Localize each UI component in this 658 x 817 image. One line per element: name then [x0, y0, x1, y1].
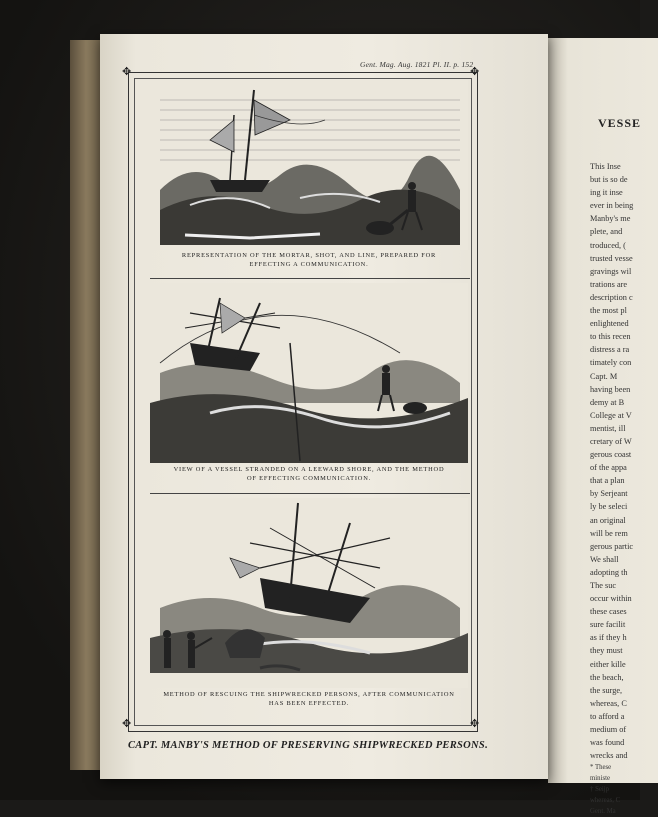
- facing-page-line: by Serjeant: [590, 489, 628, 499]
- corner-ornament-icon: ✥: [122, 66, 132, 78]
- plate-reference: Gent. Mag. Aug. 1821 Pl. II. p. 152: [360, 60, 474, 69]
- facing-page-line: ever in being: [590, 201, 634, 211]
- facing-page-line: of the appa: [590, 463, 627, 473]
- caption-line: OF EFFECTING COMMUNICATION.: [246, 474, 372, 482]
- facing-page-line: will be rem: [590, 528, 628, 538]
- facing-page-footnote: ministe: [590, 775, 611, 783]
- facing-page-line: the surge,: [590, 685, 623, 695]
- facing-page-line: Capt. M: [590, 371, 618, 381]
- facing-page-line: trations are: [590, 279, 628, 289]
- facing-page-footnote: Gent. Ma: [590, 808, 616, 816]
- facing-page-footnote: † Seijp: [590, 786, 610, 794]
- facing-page-line: ing it inse: [590, 188, 623, 198]
- facing-page-line: gravings wil: [590, 266, 632, 276]
- facing-page-line: as if they h: [590, 633, 627, 643]
- facing-page-line: but is so de: [590, 175, 628, 185]
- facing-page-line: mentist, ill: [590, 423, 626, 433]
- panel-divider: [150, 278, 470, 279]
- facing-page-line: We shall: [590, 554, 619, 564]
- facing-page-line: College at V: [590, 410, 632, 420]
- facing-page-line: gerous partic: [590, 541, 634, 551]
- caption-line: VIEW OF A VESSEL STRANDED ON A LEEWARD SHORE, AND THE METHOD: [173, 466, 445, 473]
- facing-page-line: to this recen: [590, 332, 631, 342]
- facing-page-line: plete, and: [590, 227, 623, 237]
- facing-page-line: Manby's me: [590, 214, 631, 224]
- facing-page-line: medium of: [590, 725, 627, 735]
- facing-page-footnote: whereas, C: [590, 797, 621, 805]
- facing-page-line: demy at B: [590, 397, 625, 407]
- caption-line: HAS BEEN EFFECTED.: [268, 699, 350, 707]
- facing-page-line: gerous coast: [590, 450, 632, 460]
- facing-page-line: they must: [590, 646, 623, 656]
- facing-page-line: adopting th: [590, 567, 628, 577]
- facing-page-line: occur within: [590, 594, 632, 604]
- caption-panel-1: [150, 252, 468, 269]
- corner-ornament-icon: ✥: [122, 718, 132, 730]
- facing-page-line: ly be seleci: [590, 502, 628, 512]
- panel-divider: [150, 493, 470, 494]
- facing-page-line: whereas, C: [590, 698, 627, 708]
- facing-page-line: cretary of W: [590, 436, 632, 446]
- engraving-mortar-and-line: [150, 80, 468, 250]
- facing-page-line: was found: [590, 738, 625, 748]
- caption-line: REPRESENTATION OF THE MORTAR, SHOT, AND LINE, PREPARED FOR: [181, 252, 437, 259]
- caption-panel-3: [150, 691, 468, 708]
- caption-panel-2: [150, 466, 468, 483]
- facing-page-line: either kille: [590, 659, 626, 669]
- facing-page-line: troduced, (: [590, 240, 626, 250]
- caption-line: EFFECTING A COMMUNICATION.: [249, 260, 369, 268]
- facing-page-line: these cases: [590, 607, 627, 617]
- facing-page-line: distress a ra: [590, 345, 630, 355]
- engraving-stranded-vessel: [150, 283, 468, 463]
- facing-page-title: VESSE: [598, 116, 642, 130]
- facing-page-text: [590, 160, 650, 817]
- facing-page-footnote: * These: [590, 764, 612, 772]
- facing-page-line: the beach,: [590, 672, 624, 682]
- facing-page-line: that a plan: [590, 476, 625, 486]
- facing-page-line: the most pl: [590, 306, 627, 316]
- facing-page-line: an original: [590, 515, 626, 525]
- facing-page-line: sure facilit: [590, 620, 626, 630]
- facing-page-line: to afford a: [590, 711, 625, 721]
- facing-page-line: The suc: [590, 581, 617, 590]
- facing-page-line: wrecks and: [590, 751, 628, 761]
- facing-page-line: enlightened: [590, 319, 629, 329]
- caption-line: METHOD OF RESCUING THE SHIPWRECKED PERSONS, AFTER COMMUNICATION: [163, 691, 455, 698]
- facing-page-line: trusted vesse: [590, 253, 633, 263]
- facing-page-line: timately con: [590, 358, 632, 368]
- facing-page-line: having been: [590, 384, 631, 394]
- facing-page-line: This Inse: [590, 162, 621, 171]
- facing-page-line: description c: [590, 292, 633, 302]
- engraving-rescue: [150, 498, 468, 688]
- plate-title: CAPT. MANBY'S METHOD OF PRESERVING SHIPWRECKED PERSONS.: [128, 740, 488, 751]
- corner-ornament-icon: ✥: [470, 718, 480, 730]
- corner-ornament-icon: ✥: [470, 66, 480, 78]
